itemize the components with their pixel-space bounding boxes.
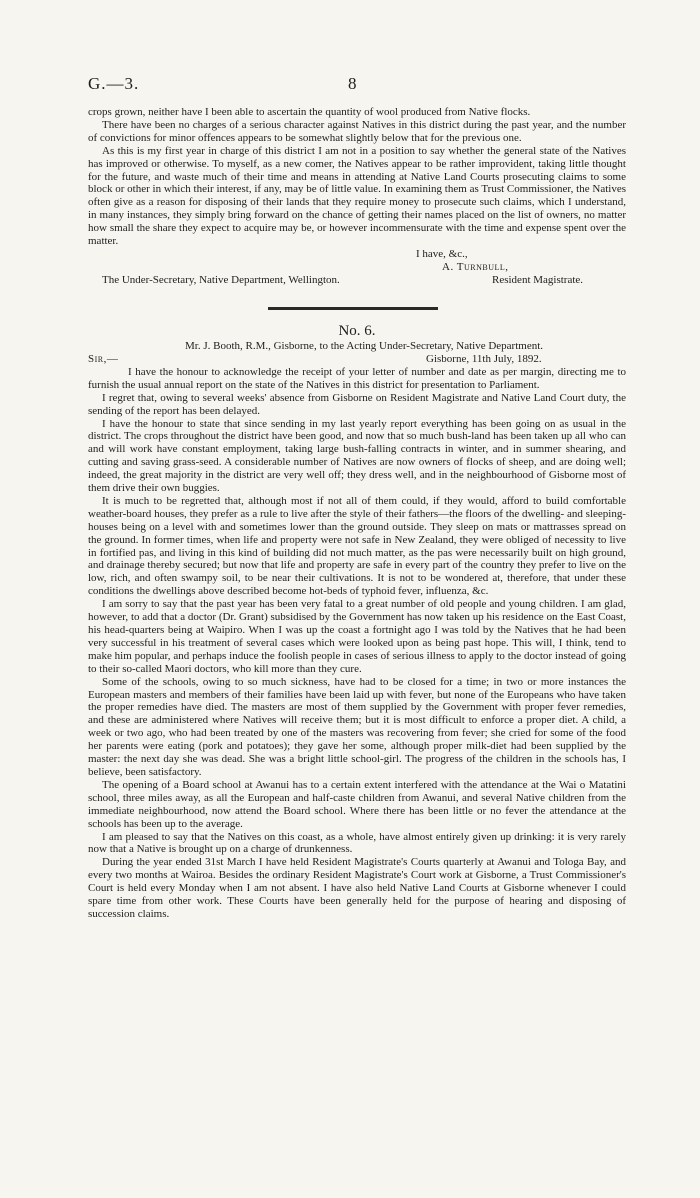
closing-text: I have, &c., [416,247,468,260]
paragraph: I have the honour to state that since sending in my last yearly report everything has been going on as usual in the district. The crops throughout the district have been good, and now that so much bush-land has been taken up all who can and will work have constant employment, taking large bush-falling contracts in winter, and in summer shearing, and cutting and saving grass-seed. A considerable number of Natives are now owners of flocks of sheep, and are doing well; indeed, the great majority in the district are very well off; they dress well, and in the neighbourhood of Gisborne most of them drive their own buggies. [88,417,626,495]
closing-line [88,248,626,261]
signatory-line [88,261,626,274]
paragraph: During the year ended 31st March I have held Resident Magistrate's Courts quarterly at Awanui and Tologa Bay, and every two months at Wairoa. Besides the ordinary Resident Magistrate's Court work at Gisborne, a Trust Commissioner's Court is held every Monday when I am not absent. I have also held Native Land Courts at Gisborne whenever I could spare time from other work. These Courts have been generally held for the purpose of hearing and disposing of succession claims. [88,856,626,920]
letter-subheading: Mr. J. Booth, R.M., Gisborne, to the Acting Under-Secretary, Native Department. [184,339,544,352]
paragraph: Some of the schools, owing to so much sickness, have had to be closed for a time; in two or more instances the European masters and members of their families have been laid up with fever, but none of the Europeans who have taken the proper remedies have died. The masters are most of them supplied by the Government with proper fever remedies, and these are administered where Natives will receive them; but it is most difficult to enforce a proper diet. A child, a week or two ago, who had been treated by one of the masters was recovering from fever; she cried for some of the food her parents were eating (pork and potatoes); they gave her some, although proper milk-diet had been supplied by the master: the next day she was dead. She was a bright little school-girl. The progress of the children in the schools has, I believe, been satisfactory. [88,675,626,778]
signatory-name: A. Turnbull, [442,260,509,273]
paragraph: crops grown, neither have I been able to ascertain the quantity of wool produced from Native flocks. [88,106,531,118]
signatory-title: Resident Magistrate. [492,273,584,286]
document-body [88,106,626,921]
paragraph: The opening of a Board school at Awanui has to a certain extent interfered with the attendance at the Wai o Matatini school, three miles away, as all the European and half-caste children from Awanui, and several Native children from the immediate neighbourhood, now attend the Board school. Where there has been little or no fever the attendance at the schools has been up to the average. [88,778,626,830]
paragraph: It is much to be regretted that, although most if not all of them could, if they would, afford to build comfortable weather-board houses, they prefer as a rule to live after the style of their fathers—the floors of the dwelling- and sleeping-houses being on a level with and sometimes lower than the ground outside. They sleep on mats or mattrasses spread on the ground. In former times, when life and property were not safe in New Zealand, they were obliged of necessity to live in fortified pas, and living in this kind of building did not much matter, as the pas were necessarily built on high ground, and drainage thereby secured; but now that life and property are safe in every part of the country they prefer to live on the low, rich, and often swampy soil, to be near their cultivations. It is not to be wondered at, therefore, that under these conditions the dwellings above described become hot-beds of typhoid fever, influenza, &c. [88,494,626,598]
section-divider [268,307,438,310]
page-header [88,74,626,94]
salutation-line [88,353,626,366]
addressee-line [88,274,626,287]
place-date: Gisborne, 11th July, 1892. [426,352,542,365]
document-reference: G.—3. [88,74,140,93]
paragraph: As this is my first year in charge of this district I am not in a position to say whether the general state of the Natives has improved or otherwise. To myself, as a new comer, the Natives appear to be rather improvident, taking little thought for the future, and waste much of their time and means in attending at Native Land Courts prosecuting claims to some block or other in which their interest, if any, may be of little value. In examining them as Trust Commissioner, the Natives often give as a reason for disposing of their lands that they require money to prosecute such claims, which I understand, in many instances, they simply bring forward on the chance of getting their names placed on the list of owners, no matter how small the share they expect to acquire may be, or however incommensurate with the time and expense spent over the matter. [88,144,626,248]
paragraph: I am pleased to say that the Natives on this coast, as a whole, have almost entirely given up drinking: it is very rarely now that a Native is brought up on a charge of drunkenness. [88,830,626,856]
paragraph: I have the honour to acknowledge the receipt of your letter of number and date as per margin, directing me to furnish the usual annual report on the state of the Natives in this district for presentation to Parliament. [88,365,626,391]
page-number: 8 [348,74,357,93]
paragraph: I regret that, owing to several weeks' absence from Gisborne on Resident Magistrate and Native Land Court duty, the sending of the report has been delayed. [88,391,626,417]
document-number: No. 6. [338,322,376,339]
salutation: Sir,— [88,352,119,365]
paragraph: I am sorry to say that the past year has been very fatal to a great number of old people and young children. I am glad, however, to add that a doctor (Dr. Grant) subsidised by the Government has now taken up his residence on the East Coast, his head-quarters being at Waipiro. When I was up the coast a fortnight ago I was told by the Natives that he had been very successful in his treatment of several cases which were looked upon as being past hope. This will, I think, tend to make him popular, and perhaps induce the foolish people in cases of serious illness to apply to the doctor instead of going to their so-called Maori doctors, who kill more than they cure. [88,598,626,675]
paragraph: There have been no charges of a serious character against Natives in this district during the past year, and the number of convictions for minor offences appears to be somewhat slightly below that for the previous one. [88,118,626,144]
addressee: The Under-Secretary, Native Department, Wellington. [102,273,340,286]
